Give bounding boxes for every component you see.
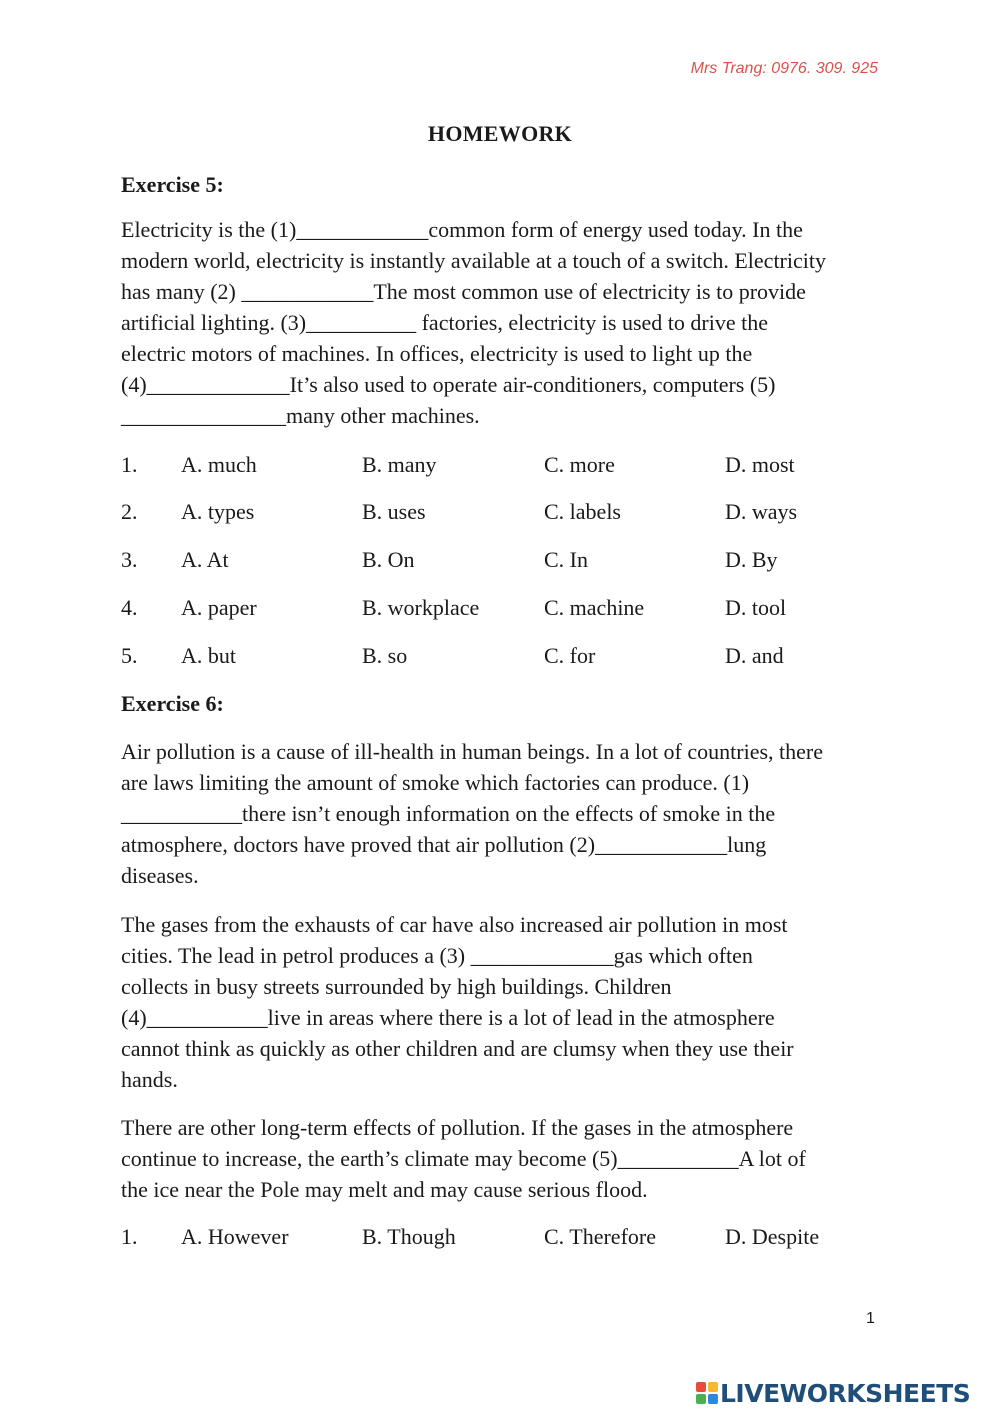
option-a[interactable]: A. much: [181, 452, 257, 477]
option-a[interactable]: A. At: [181, 547, 229, 572]
exercise-6-paragraph-2: [121, 909, 881, 1095]
passage-line: (4)_____________It’s also used to operate air-conditioners, computers (5): [121, 372, 776, 397]
option-d[interactable]: D. ways: [725, 499, 798, 524]
option-a[interactable]: A. paper: [181, 595, 257, 620]
logo-text: LIVEWORKSHEETS: [720, 1378, 971, 1408]
option-b[interactable]: B. Though: [362, 1224, 456, 1249]
option-b[interactable]: B. On: [362, 547, 415, 572]
exercise-6-heading: Exercise 6:: [121, 691, 224, 716]
option-b[interactable]: B. so: [362, 643, 408, 668]
page-number: 1: [866, 1310, 875, 1327]
exercise-5-passage: [121, 214, 881, 431]
passage-line: (4)___________live in areas where there is a lot of lead in the atmosphere: [121, 1005, 775, 1030]
liveworksheets-logo: [696, 1378, 970, 1408]
question-number: 1.: [121, 1224, 138, 1249]
option-c[interactable]: C. for: [544, 643, 596, 668]
question-number: 3.: [121, 547, 138, 572]
passage-line: There are other long-term effects of pollution. If the gases in the atmosphere: [121, 1115, 794, 1140]
passage-line: has many (2) ____________The most common use of electricity is to provide: [121, 279, 806, 304]
option-a[interactable]: A. types: [181, 499, 255, 524]
option-d[interactable]: D. most: [725, 452, 795, 477]
passage-line: cannot think as quickly as other children and are clumsy when they use their: [121, 1036, 794, 1061]
logo-grid-icon: [696, 1382, 718, 1404]
passage-line: Electricity is the (1)____________common form of energy used today. In the: [121, 217, 803, 242]
option-c[interactable]: C. labels: [544, 499, 621, 524]
question-number: 5.: [121, 643, 138, 668]
question-number: 2.: [121, 499, 138, 524]
contact-note: Mrs Trang: 0976. 309. 925: [690, 60, 878, 77]
option-b[interactable]: B. many: [362, 452, 437, 477]
option-d[interactable]: D. and: [725, 643, 784, 668]
option-b[interactable]: B. uses: [362, 499, 426, 524]
option-d[interactable]: D. By: [725, 547, 778, 572]
page-title: HOMEWORK: [427, 121, 573, 146]
option-d[interactable]: D. tool: [725, 595, 787, 620]
option-c[interactable]: C. machine: [544, 595, 645, 620]
option-a[interactable]: A. However: [181, 1224, 289, 1249]
passage-line: continue to increase, the earth’s climate may become (5)___________A lot of: [121, 1146, 806, 1171]
option-c[interactable]: C. Therefore: [544, 1224, 656, 1249]
passage-line: diseases.: [121, 863, 199, 888]
passage-line: collects in busy streets surrounded by high buildings. Children: [121, 974, 672, 999]
option-a[interactable]: A. but: [181, 643, 236, 668]
passage-line: Air pollution is a cause of ill-health in human beings. In a lot of countries, there: [121, 739, 823, 764]
passage-line: cities. The lead in petrol produces a (3) _____________gas which often: [121, 943, 753, 968]
question-number: 1.: [121, 452, 138, 477]
passage-line: The gases from the exhausts of car have also increased air pollution in most: [121, 912, 788, 937]
passage-line: are laws limiting the amount of smoke which factories can produce. (1): [121, 770, 750, 795]
passage-line: hands.: [121, 1067, 178, 1092]
passage-line: modern world, electricity is instantly available at a touch of a switch. Electricity: [121, 248, 826, 273]
passage-line: artificial lighting. (3)__________ factories, electricity is used to drive the: [121, 310, 768, 335]
passage-line: ___________there isn’t enough information on the effects of smoke in the: [121, 801, 776, 826]
question-number: 4.: [121, 595, 138, 620]
passage-line: the ice near the Pole may melt and may cause serious flood.: [121, 1177, 648, 1202]
passage-line: atmosphere, doctors have proved that air pollution (2)____________lung: [121, 832, 767, 857]
exercise-6-paragraph-3: [121, 1112, 881, 1205]
option-c[interactable]: C. In: [544, 547, 588, 572]
option-b[interactable]: B. workplace: [362, 595, 480, 620]
passage-line: _______________many other machines.: [121, 403, 480, 428]
exercise-5-heading: Exercise 5:: [121, 172, 224, 197]
exercise-6-paragraph-1: [121, 736, 881, 891]
passage-line: electric motors of machines. In offices, electricity is used to light up the: [121, 341, 753, 366]
option-c[interactable]: C. more: [544, 452, 615, 477]
option-d[interactable]: D. Despite: [725, 1224, 820, 1249]
